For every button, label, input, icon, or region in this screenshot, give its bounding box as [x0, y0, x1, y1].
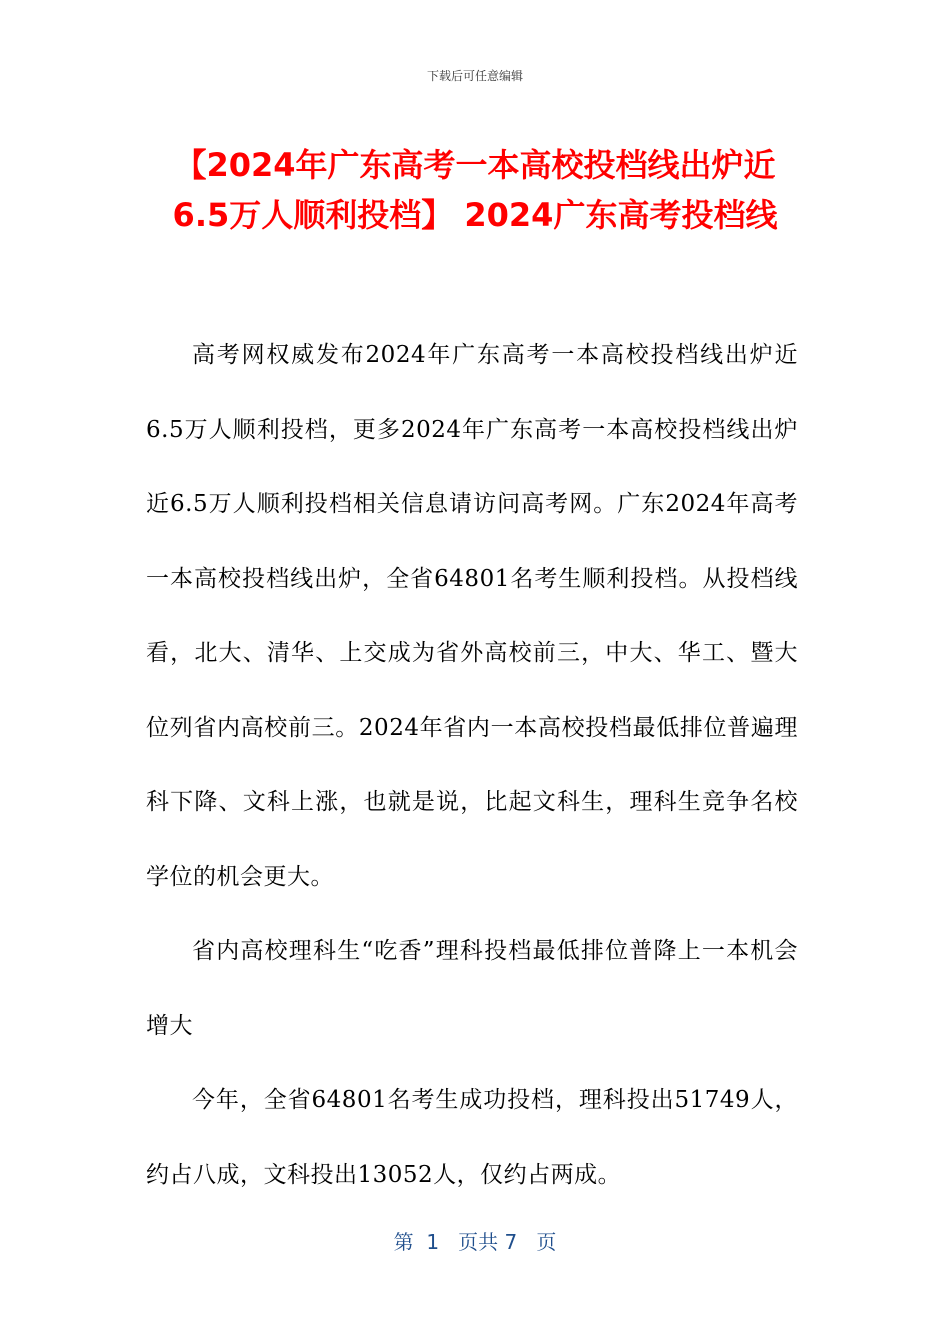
- paragraph-subheading: 省内高校理科生“吃香”理科投档最低排位普降上一本机会增大: [146, 938, 798, 1039]
- document-body: [146, 318, 798, 1212]
- paragraph-statistics: 今年，全省64801名考生成功投档，理科投出51749人，约占八成，文科投出13052人，仅约占两成。: [146, 1087, 798, 1188]
- paragraph-intro: 高考网权威发布2024年广东高考一本高校投档线出炉近6.5万人顺利投档，更多2024年广东高考一本高校投档线出炉近6.5万人顺利投档相关信息请访问高考网。广东2024年高考一本高校投档线出炉，全省64801名考生顺利投档。从投档线看，北大、清华、上交成为省外高校前三，中大、华工、暨大位列省内高校前三。2024年省内一本高校投档最低排位普遍理科下降、文科上涨，也就是说，比起文科生，理科生竞争名校学位的机会更大。: [146, 342, 798, 890]
- page-header-note: 下载后可任意编辑: [426, 69, 523, 83]
- document-title: [80, 140, 870, 240]
- page-number-footer: 第 1 页共 7 页: [393, 1230, 557, 1254]
- document-title-line-2: 6.5万人顺利投档】 2024广东高考投档线: [172, 196, 778, 234]
- document-title-line-1: 【2024年广东高考一本高校投档线出炉近: [174, 146, 776, 184]
